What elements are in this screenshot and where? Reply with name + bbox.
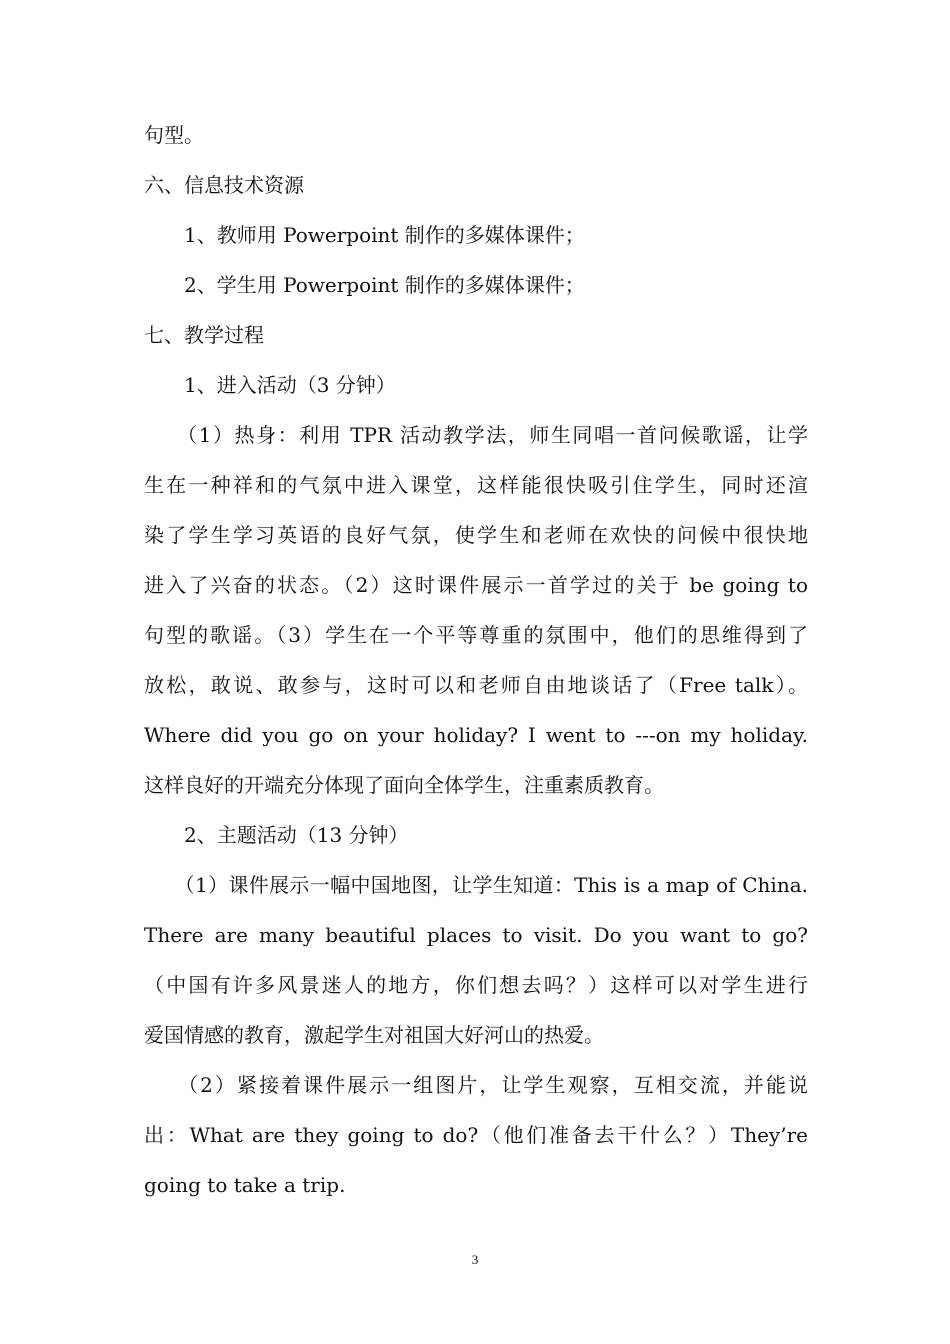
- list-item: 1、教师用 Powerpoint 制作的多媒体课件；: [144, 223, 585, 247]
- subsection-heading: 1、进入活动（3 分钟）: [144, 373, 396, 397]
- text-line: 出：What are they going to do?（他们准备去干什么？）They’re: [144, 1123, 808, 1147]
- text-line: 句型。: [144, 123, 204, 147]
- section-heading: 七、教学过程: [144, 323, 264, 347]
- text-line: 爱国情感的教育，激起学生对祖国大好河山的热爱。: [144, 1023, 604, 1047]
- text-line: 生在一种祥和的气氛中进入课堂，这样能很快吸引住学生，同时还渲: [144, 473, 808, 497]
- section-heading: 六、信息技术资源: [144, 173, 304, 197]
- page-number: 3: [471, 1252, 479, 1267]
- text-line: There are many beautiful places to visit. Do you want to go?: [144, 923, 808, 947]
- text-line: 句型的歌谣。（3）学生在一个平等尊重的氛围中，他们的思维得到了: [144, 623, 808, 647]
- list-item: 2、学生用 Powerpoint 制作的多媒体课件；: [144, 273, 585, 297]
- text-line: （2）紧接着课件展示一组图片，让学生观察，互相交流，并能说: [144, 1073, 808, 1097]
- subsection-heading: 2、主题活动（13 分钟）: [144, 823, 409, 847]
- text-line: 放松，敢说、敢参与，这时可以和老师自由地谈话了（Free talk）。: [144, 673, 808, 697]
- text-line: 进入了兴奋的状态。（2）这时课件展示一首学过的关于 be going to: [144, 573, 808, 597]
- text-line: （中国有许多风景迷人的地方，你们想去吗？）这样可以对学生进行: [144, 973, 808, 997]
- text-line: （1）课件展示一幅中国地图，让学生知道：This is a map of China.: [144, 873, 808, 897]
- text-line: going to take a trip.: [144, 1173, 346, 1197]
- text-line: 染了学生学习英语的良好气氛，使学生和老师在欢快的问候中很快地: [144, 523, 808, 547]
- text-line: （1）热身：利用 TPR 活动教学法，师生同唱一首问候歌谣，让学: [144, 423, 808, 447]
- text-line: Where did you go on your holiday? I went to ---on my holiday.: [144, 723, 808, 747]
- text-line: 这样良好的开端充分体现了面向全体学生，注重素质教育。: [144, 773, 664, 797]
